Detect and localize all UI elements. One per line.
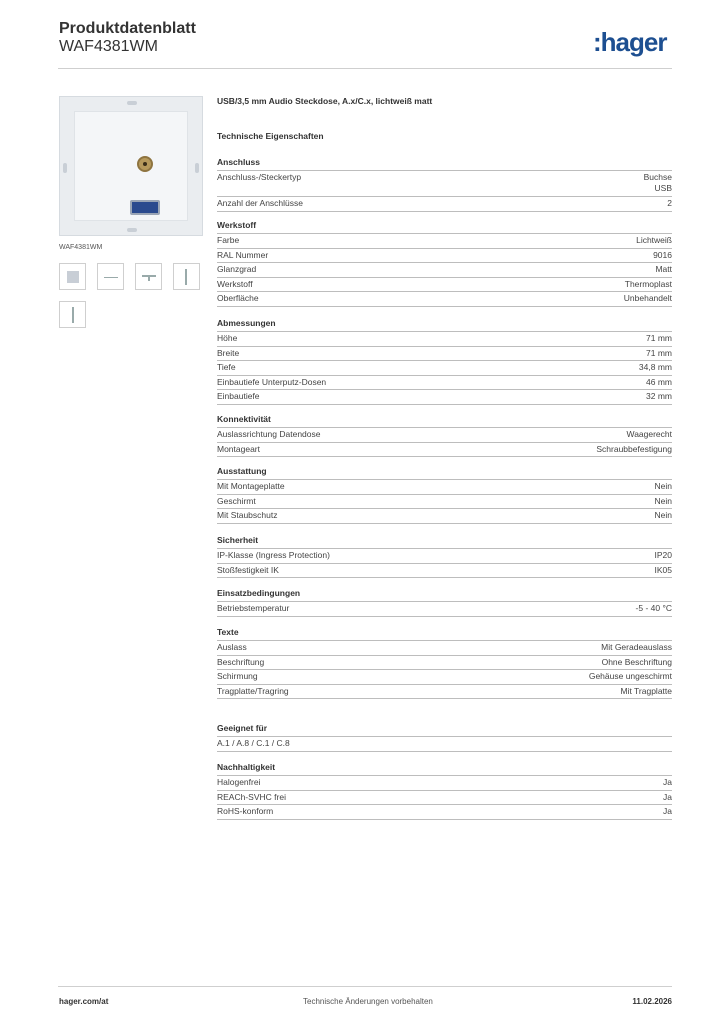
spec-value: Ja xyxy=(663,777,672,787)
image-caption: WAF4381WM xyxy=(59,244,103,251)
spec-value: Schraubbefestigung xyxy=(596,443,672,454)
spec-value: Matt xyxy=(655,264,672,275)
spec-label: Anschluss-/Steckertyp xyxy=(217,172,302,182)
spec-value: Buchse xyxy=(643,172,672,182)
spec-label: Auslass xyxy=(217,642,247,652)
row-rule xyxy=(217,248,672,249)
spec-value: 71 mm xyxy=(646,333,672,343)
row-rule xyxy=(217,494,672,495)
row-rule xyxy=(217,563,672,564)
section-title: Ausstattung xyxy=(217,466,267,476)
spec-label: Stoßfestigkeit IK xyxy=(217,564,279,575)
usb-port-icon xyxy=(130,200,160,215)
section-rule xyxy=(217,479,672,480)
spec-label: Mit Staubschutz xyxy=(217,510,278,521)
spec-value: 71 mm xyxy=(646,347,672,358)
section-rule xyxy=(217,736,672,737)
row-rule xyxy=(217,698,672,699)
spec-label: Geschirmt xyxy=(217,495,256,506)
row-rule xyxy=(217,684,672,685)
spec-label: Beschriftung xyxy=(217,656,265,667)
tech-heading: Technische Eigenschaften xyxy=(217,131,324,141)
row-rule xyxy=(217,404,672,405)
spec-label: Tiefe xyxy=(217,362,236,373)
spec-value: 9016 xyxy=(653,249,672,260)
dimension-thumb-4[interactable] xyxy=(59,301,86,328)
spec-value: IP20 xyxy=(654,550,672,560)
spec-label: Einbautiefe xyxy=(217,391,260,402)
row-rule xyxy=(217,751,672,752)
section-title: Werkstoff xyxy=(217,220,257,230)
frame-slot xyxy=(63,163,67,173)
section-rule xyxy=(217,170,672,171)
footer-divider xyxy=(58,986,672,987)
row-rule xyxy=(217,196,672,197)
section-rule xyxy=(217,427,672,428)
spec-value: Unbehandelt xyxy=(623,293,672,304)
row-rule xyxy=(217,442,672,443)
row-rule xyxy=(217,262,672,263)
product-code: WAF4381WM xyxy=(59,38,158,55)
spec-label: Oberfläche xyxy=(217,293,259,304)
section-rule xyxy=(217,548,672,549)
dimension-thumb-3[interactable] xyxy=(173,263,200,290)
row-rule xyxy=(217,456,672,457)
spec-value: Thermoplast xyxy=(624,278,672,289)
row-rule xyxy=(217,508,672,509)
spec-label: Tragplatte/Tragring xyxy=(217,685,289,696)
footer-date: 11.02.2026 xyxy=(632,997,672,1006)
spec-value: Ja xyxy=(663,806,672,817)
product-image xyxy=(59,96,203,236)
front-view-thumb[interactable] xyxy=(59,263,86,290)
spec-value: 2 xyxy=(667,198,672,208)
header-divider xyxy=(58,68,672,69)
spec-label: Einbautiefe Unterputz-Dosen xyxy=(217,376,327,387)
row-rule xyxy=(217,277,672,278)
row-rule xyxy=(217,819,672,820)
audio-jack-icon xyxy=(137,156,153,172)
frame-slot xyxy=(195,163,199,173)
spec-label: Auslassrichtung Datendose xyxy=(217,429,321,439)
row-rule xyxy=(217,346,672,347)
row-rule xyxy=(217,360,672,361)
section-rule xyxy=(217,640,672,641)
spec-label: Mit Montageplatte xyxy=(217,481,285,491)
row-rule xyxy=(217,616,672,617)
footer-website-link[interactable]: hager.com/at xyxy=(59,997,109,1006)
spec-label: Montageart xyxy=(217,443,260,454)
section-title: Geeignet für xyxy=(217,723,268,733)
spec-label: IP-Klasse (Ingress Protection) xyxy=(217,550,330,560)
section-title: Abmessungen xyxy=(217,318,276,328)
spec-value: Nein xyxy=(654,495,672,506)
section-title: Sicherheit xyxy=(217,535,259,545)
dimension-thumb-2[interactable] xyxy=(135,263,162,290)
spec-value: 32 mm xyxy=(646,391,672,402)
product-subtitle: USB/3,5 mm Audio Steckdose, A.x/C.x, lichtweiß matt xyxy=(217,96,433,106)
row-rule xyxy=(217,523,672,524)
spec-label: Glanzgrad xyxy=(217,264,257,275)
spec-value: Nein xyxy=(654,481,672,491)
row-rule xyxy=(217,577,672,578)
frame-slot xyxy=(127,228,137,232)
spec-value: Ja xyxy=(663,791,672,802)
row-rule xyxy=(217,211,672,212)
spec-value: Waagerecht xyxy=(626,429,672,439)
spec-label: Farbe xyxy=(217,235,240,245)
spec-value: Lichtweiß xyxy=(636,235,672,245)
footer-notice: Technische Änderungen vorbehalten xyxy=(303,997,433,1006)
spec-value: Mit Tragplatte xyxy=(620,685,672,696)
spec-label: A.1 / A.8 / C.1 / C.8 xyxy=(217,738,290,748)
spec-label: Betriebstemperatur xyxy=(217,603,290,613)
spec-label: RoHS-konform xyxy=(217,806,274,817)
spec-value: 34,8 mm xyxy=(638,362,672,373)
spec-value-secondary: USB xyxy=(654,183,672,193)
hager-logo: :hager xyxy=(593,27,667,57)
spec-value: IK05 xyxy=(654,564,672,575)
row-rule xyxy=(217,389,672,390)
section-title: Einsatzbedingungen xyxy=(217,588,301,598)
spec-label: Anzahl der Anschlüsse xyxy=(217,198,303,208)
spec-label: Werkstoff xyxy=(217,278,253,289)
document-title: Produktdatenblatt xyxy=(59,20,196,37)
spec-label: RAL Nummer xyxy=(217,249,269,260)
spec-value: Nein xyxy=(654,510,672,521)
row-rule xyxy=(217,790,672,791)
spec-label: REACh-SVHC frei xyxy=(217,791,286,802)
section-rule xyxy=(217,331,672,332)
spec-value: Ohne Beschriftung xyxy=(601,656,672,667)
row-rule xyxy=(217,669,672,670)
section-title: Texte xyxy=(217,627,239,637)
row-rule xyxy=(217,291,672,292)
section-title: Nachhaltigkeit xyxy=(217,762,276,772)
spec-label: Breite xyxy=(217,347,240,358)
spec-value: 46 mm xyxy=(646,376,672,387)
row-rule xyxy=(217,655,672,656)
dimension-thumb-1[interactable] xyxy=(97,263,124,290)
cover-plate xyxy=(74,111,188,221)
row-rule xyxy=(217,804,672,805)
section-title: Anschluss xyxy=(217,157,260,167)
logo-text: hager xyxy=(600,27,667,57)
spec-label: Schirmung xyxy=(217,671,258,682)
frame-slot xyxy=(127,101,137,105)
spec-label: Halogenfrei xyxy=(217,777,261,787)
section-title: Konnektivität xyxy=(217,414,271,424)
spec-value: -5 - 40 °C xyxy=(635,603,672,613)
spec-value: Gehäuse ungeschirmt xyxy=(588,671,672,682)
spec-label: Höhe xyxy=(217,333,238,343)
section-rule xyxy=(217,775,672,776)
section-rule xyxy=(217,601,672,602)
spec-value: Mit Geradeauslass xyxy=(601,642,672,652)
row-rule xyxy=(217,306,672,307)
row-rule xyxy=(217,375,672,376)
section-rule xyxy=(217,233,672,234)
